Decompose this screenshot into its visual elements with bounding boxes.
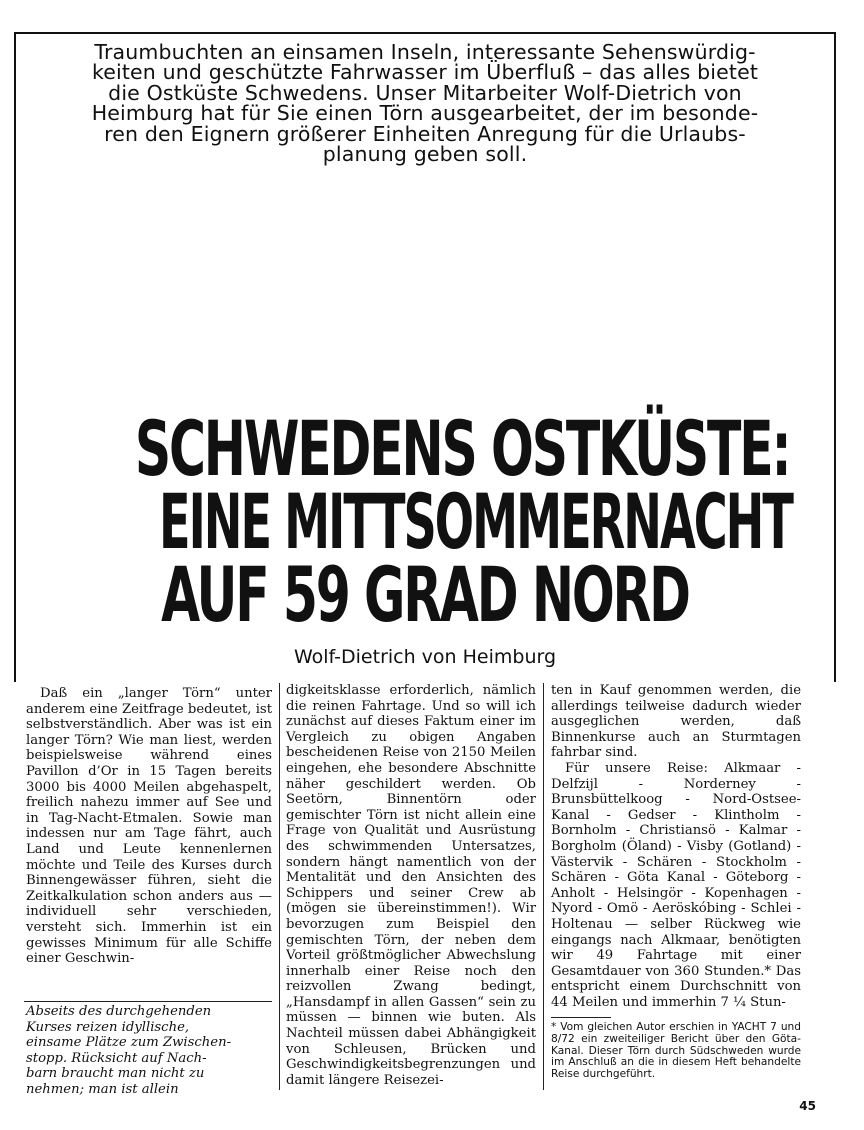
frame-top-border xyxy=(14,32,836,34)
frame-right-border xyxy=(834,32,836,682)
footnote: * Vom gleichen Autor erschien in YACHT 7 und 8/72 ein zweiteiliger Bericht über den Göta-Kanal. Dieser Törn durch Südschweden wurde im Anschluß an die in diesem Heft behandelte Reise durchgeführt. xyxy=(551,1021,801,1081)
headline-line-1: SCHWEDENS OSTKÜSTE: xyxy=(134,404,790,494)
headline-line-3: AUF 59 GRAD NORD xyxy=(161,550,689,640)
caption-rule xyxy=(24,1001,272,1002)
caption-line: einsame Plätze zum Zwischen- xyxy=(26,1035,232,1051)
caption-line: nehmen; man ist allein xyxy=(26,1081,179,1097)
body-paragraph: Daß ein „langer Törn“ unter anderem eine Zeitfrage bedeutet, ist selbstverständlich. Aber was ist ein langer Törn? Wie man liest, werden beispielsweise während eines Pavillon d’Or in 15 Tagen bereits 3000 bis 4000 Meilen abgehaspelt, freilich nahezu immer auf See und in Tag-Nacht-Etmalen. Sowie man indessen nur am Tage fährt, auch Land und Leute kennenlernen möchte und Teile des Kurses durch Binnengewässer führen, sieht die Zeitkalkulation schon anders aus — individuell sehr verschieden, versteht sich. Immerhin ist ein gewisses Minimum für alle Schiffe einer Geschwin- xyxy=(26,686,272,967)
intro-line: keiten und geschützte Fahrwasser im Überfluß – das alles bietet xyxy=(91,60,759,85)
author-byline: Wolf-Dietrich von Heimburg xyxy=(293,646,557,668)
intro-line: Heimburg hat für Sie einen Törn ausgearbeitet, der im besonde- xyxy=(91,101,759,126)
column-divider xyxy=(543,683,544,1090)
photo-caption xyxy=(26,1004,272,1098)
headline-line-2: EINE MITTSOMMERNACHT xyxy=(159,477,792,567)
article-headline xyxy=(22,404,828,640)
intro-paragraph xyxy=(22,40,828,167)
caption-line: barn braucht man nicht zu xyxy=(26,1066,205,1082)
caption-line: stopp. Rücksicht auf Nach- xyxy=(26,1050,207,1066)
article-column-3 xyxy=(551,683,801,1010)
frame-left-border xyxy=(14,32,16,682)
page-number: 45 xyxy=(799,1099,816,1113)
body-paragraph: digkeitsklasse erforderlich, nämlich die reinen Fahrtage. Und so will ich zunächst auf dieses Faktum einer im Vergleich zu obigen Angaben bescheidenen Reise von 2150 Meilen eingehen, ehe besondere Abschnitte näher geschildert werden. Ob Seetörn, Binnentörn oder gemischter Törn ist nicht allein eine Frage von Qualität und Ausrüstung des schwimmenden Untersatzes, sondern hängt namentlich von der Mentalität und den Ansichten des Schippers und seiner Crew ab (mögen sie übereinstimmen!). Wir bevorzugen zum Beispiel den gemischten Törn, der neben dem Vorteil größtmöglicher Abwechslung innerhalb einer Reise noch den reizvollen Zwang bedingt, „Hansdampf in allen Gassen“ sein zu müssen — binnen wie buten. Als Nachteil müssen dabei Abhängigkeit von Schleusen, Brücken und Geschwindigkeitsbegrenzungen und damit längere Reisezei- xyxy=(286,683,536,1088)
intro-line: Traumbuchten an einsamen Inseln, interessante Sehenswürdig- xyxy=(94,40,756,64)
intro-line: planung geben soll. xyxy=(322,142,528,167)
footnote-rule xyxy=(551,1017,611,1018)
intro-line: ren den Eignern größerer Einheiten Anregung für die Urlaubs- xyxy=(104,121,746,146)
caption-line: Abseits des durchgehenden xyxy=(26,1004,212,1019)
article-column-1 xyxy=(26,686,272,967)
body-paragraph: ten in Kauf genommen werden, die allerdings teilweise dadurch wieder ausgeglichen werden, daß Binnenkurse auch an Sturmtagen fahrbar sind. xyxy=(551,683,801,761)
body-paragraph: Für unsere Reise: Alkmaar - Delfzijl - Norderney - Brunsbüttelkoog - Nord-Ostsee-Kanal - Gedser - Klintholm - Bornholm - Christiansö - Kalmar - Borgholm (Öland) - Visby (Gotland) - Västervik - Schären - Stockholm - Schären - Göta Kanal - Göteborg - Anholt - Helsingör - Kopenhagen - Nyord - Omö - Aeröskóbing - Schlei - Holtenau — selber Rückweg wie eingangs nach Alkmaar, benötigten wir 49 Fahrtage mit einer Gesamtdauer von 360 Stunden.* Das entspricht einem Durchschnitt von 44 Meilen und immerhin 7 ¼ Stun- xyxy=(551,760,801,1010)
article-column-2 xyxy=(286,683,536,1088)
caption-line: Kurses reizen idyllische, xyxy=(26,1019,190,1035)
intro-line: die Ostküste Schwedens. Unser Mitarbeiter Wolf-Dietrich von xyxy=(108,80,742,105)
column-divider xyxy=(279,683,280,1090)
